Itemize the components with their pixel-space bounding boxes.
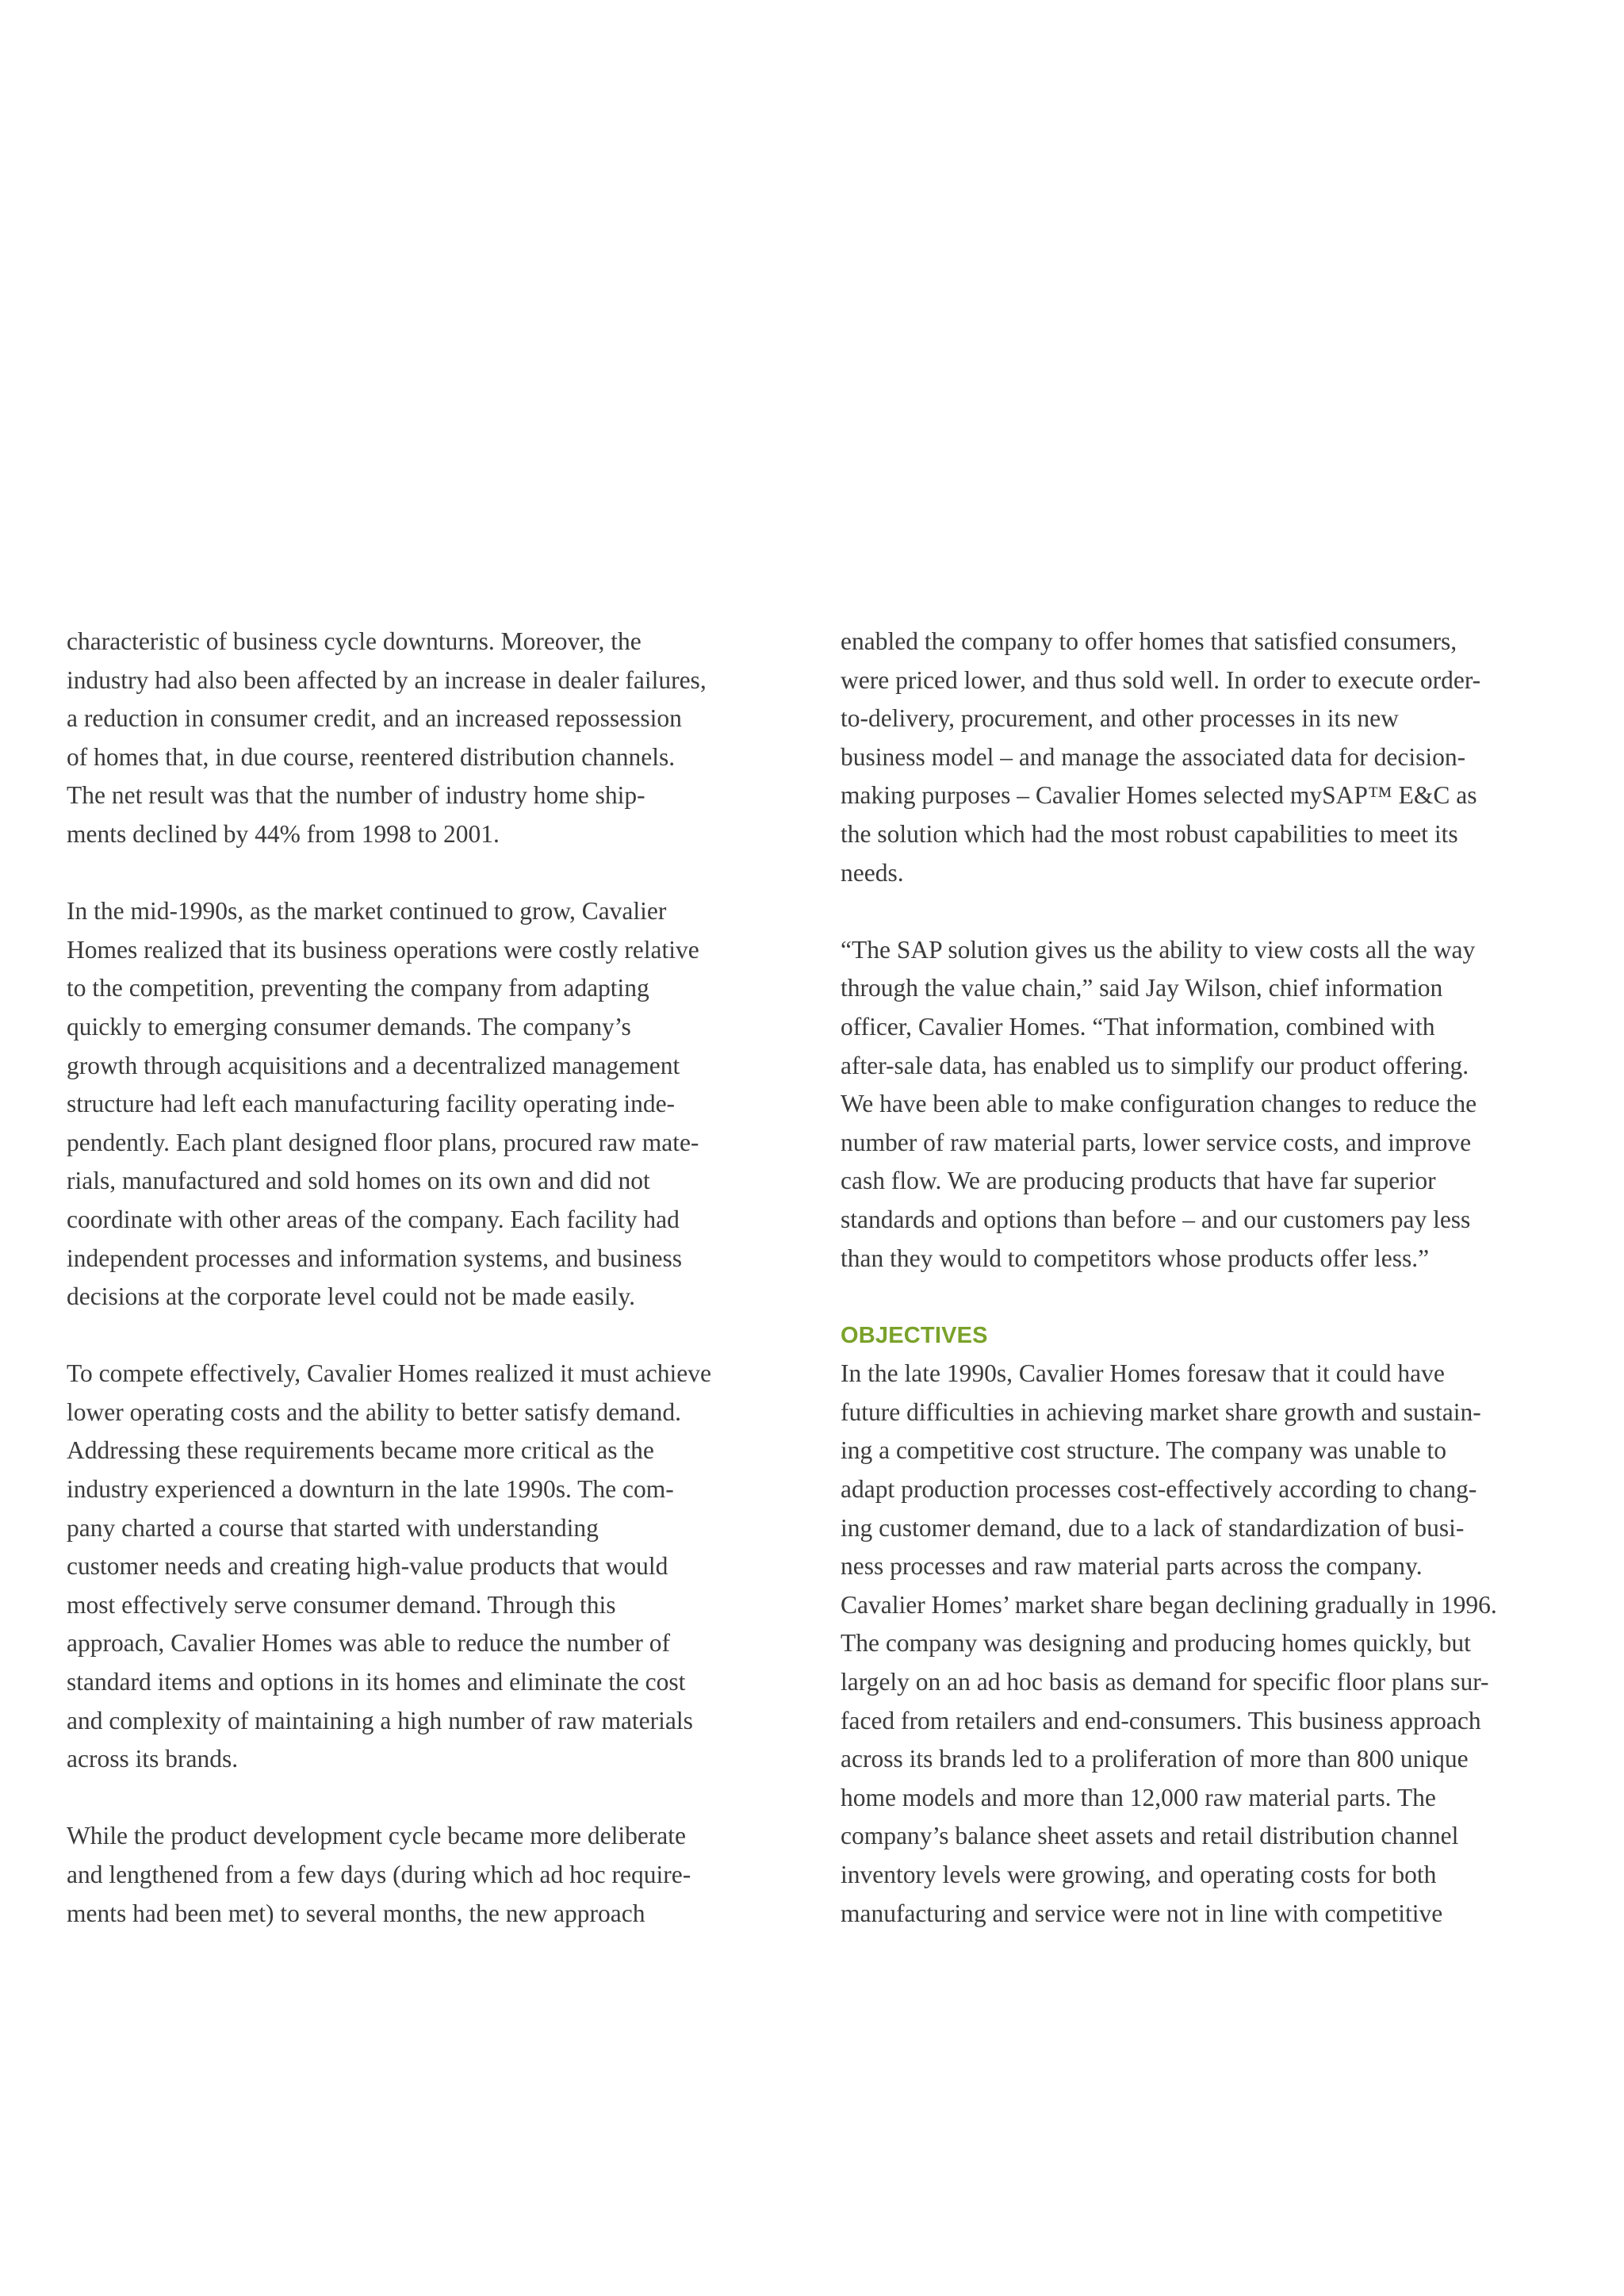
right-text-column xyxy=(841,623,1570,1972)
paragraph-industry-downturn: characteristic of business cycle downturns. Moreover, the industry had also been affected by an increase in dealer failures, a reduction in consumer credit, and an increased repossession of homes that, in due course, reentered distribution channels. The net result was that the number of industry home ship- ments declined by 44% from 1998 to 2001. xyxy=(67,627,707,848)
left-text-column xyxy=(67,623,796,1972)
paragraph-product-development-cycle: While the product development cycle became more deliberate and lengthened from a few days (during which ad hoc require- ments had been met) to several months, the new approach xyxy=(67,1822,691,1927)
paragraph-compete-effectively: To compete effectively, Cavalier Homes realized it must achieve lower operating costs and the ability to better satisfy demand. Addressing these requirements became more critical as the industry experienced a downturn in the late 1990s. The com- pany charted a course that started with understanding customer needs and creating high-value products that would most effectively serve consumer demand. Through this approach, Cavalier Homes was able to reduce the number of standard items and options in its homes and eliminate the cost and complexity of maintaining a high number of raw materials across its brands. xyxy=(67,1359,711,1773)
paragraph-objectives: In the late 1990s, Cavalier Homes foresaw that it could have future difficulties in achieving market share growth and sustain- ing a competitive cost structure. The company was unable to adapt production processes cost-effectively according to chang- ing customer demand, due to a lack of standardization of busi- ness processes and raw material parts across the company. Cavalier Homes’ market share began declining gradually in 1996. The company was designing and producing homes quickly, but largely on an ad hoc basis as demand for specific floor plans sur- faced from retailers and end-consumers. This business approach across its brands led to a proliferation of more than 800 unique home models and more than 12,000 raw material parts. The company’s balance sheet assets and retail distribution channel inventory levels were growing, and operating costs for both manufacturing and service were not in line with competitive xyxy=(841,1359,1497,1927)
section-heading-objectives: OBJECTIVES xyxy=(841,1322,988,1348)
paragraph-mid-1990s: In the mid-1990s, as the market continued to grow, Cavalier Homes realized that its business operations were costly relative to the competition, preventing the company from adapting quickly to emerging consumer demands. The company’s growth through acquisitions and a decentralized management structure had left each manufacturing facility operating inde- pendently. Each plant designed floor plans, procured raw mate- rials, manufactured and sold homes on its own and did not coordinate with other areas of the company. Each facility had independent processes and information systems, and business decisions at the corporate level could not be made easily. xyxy=(67,897,699,1311)
paragraph-new-approach: enabled the company to offer homes that satisfied consumers, were priced lower, and thus sold well. In order to execute order- to-delivery, procurement, and other processes in its new business model – and manage the associated data for decision- making purposes – Cavalier Homes selected mySAP™ E&C as the solution which had the most robust capabilities to meet its needs. xyxy=(841,627,1481,887)
paragraph-quote-jay-wilson: “The SAP solution gives us the ability to view costs all the way through the value chain,” said Jay Wilson, chief information officer, Cavalier Homes. “That information, combined with after-sale data, has enabled us to simplify our product offering. We have been able to make configuration changes to reduce the number of raw material parts, lower service costs, and improve cash flow. We are producing products that have far superior standards and options than before – and our customers pay less than they would to competitors whose products offer less.” xyxy=(841,935,1477,1272)
